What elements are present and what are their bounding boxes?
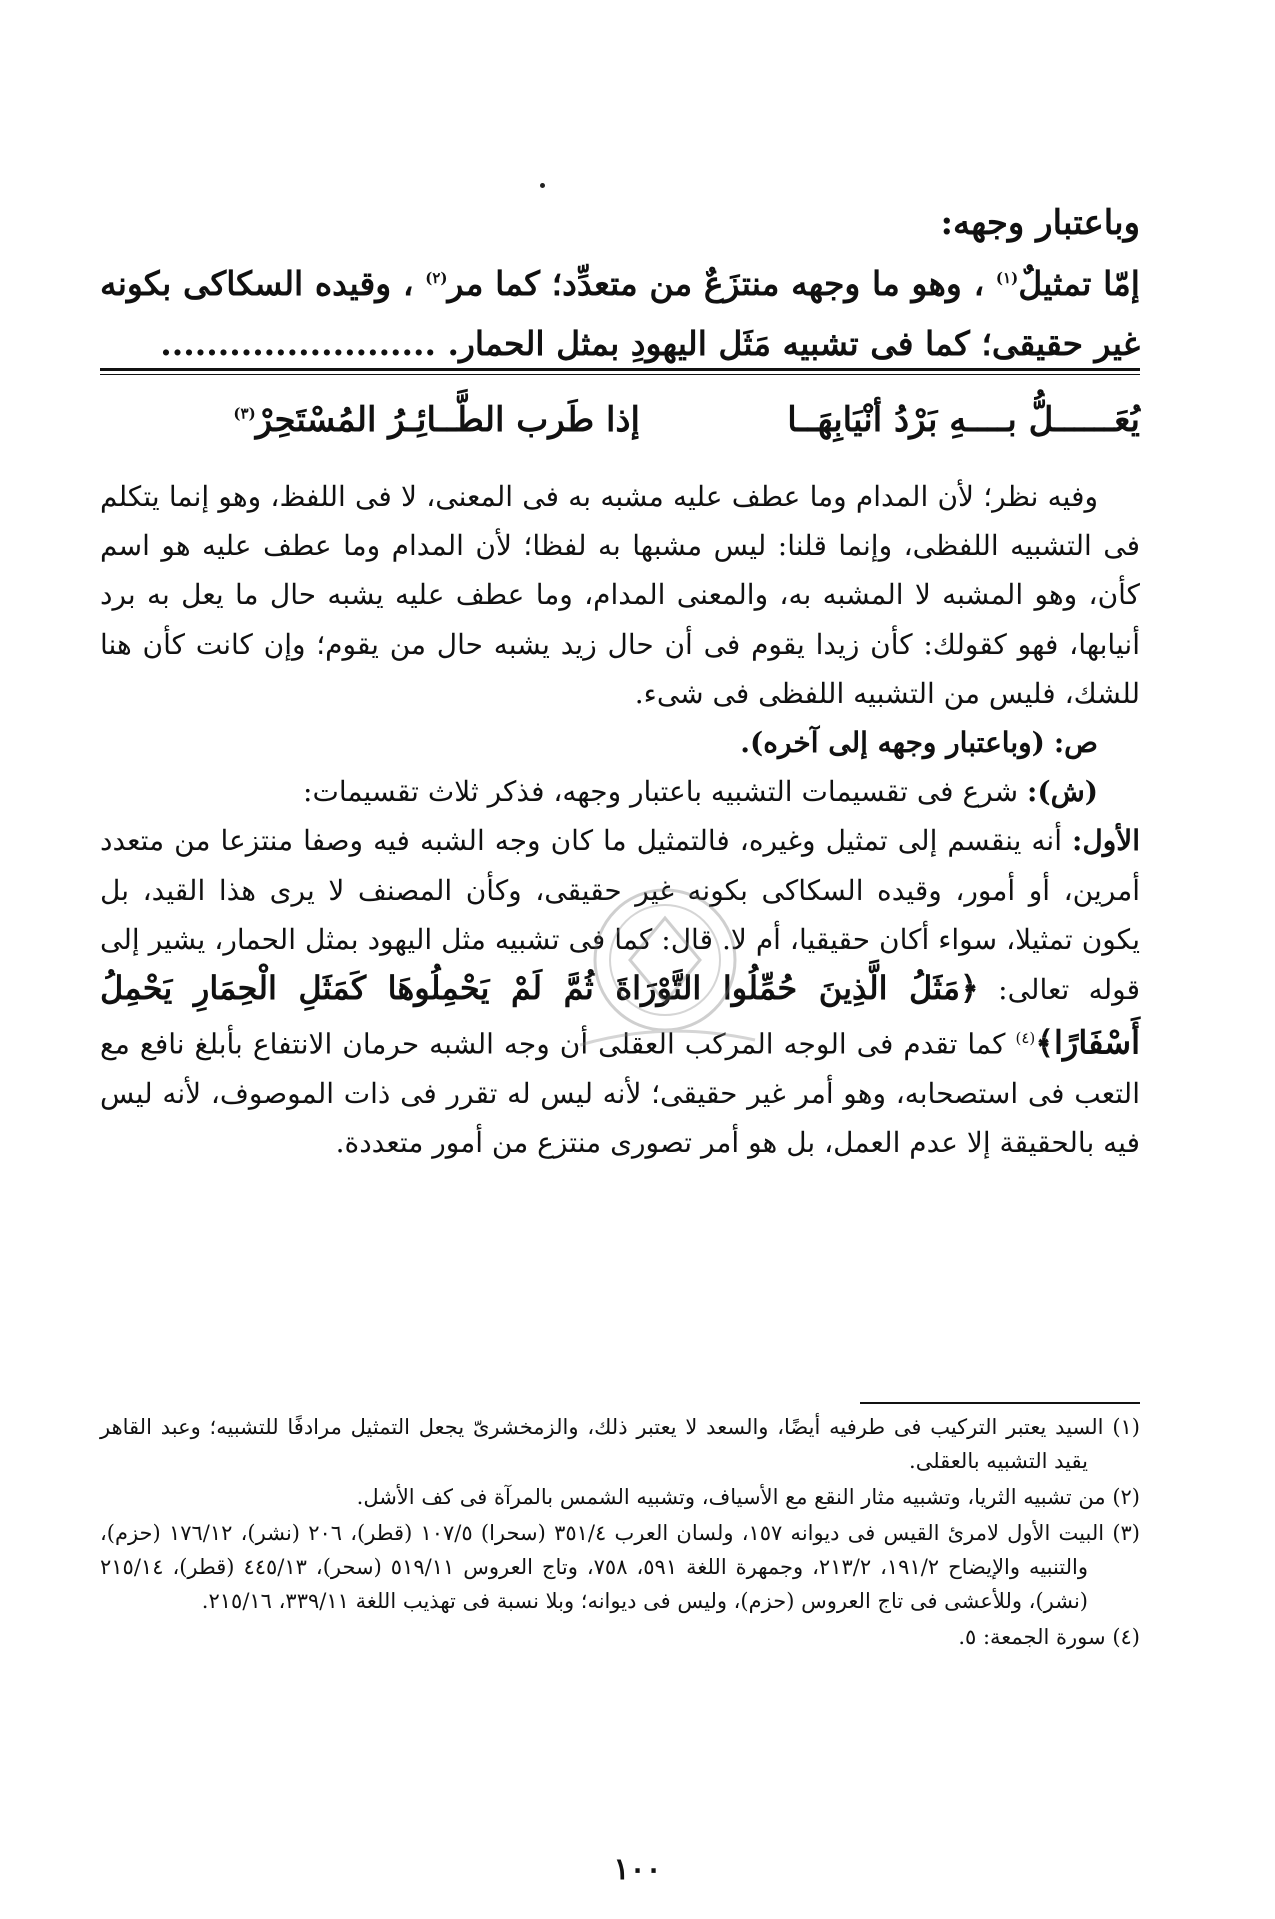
footnote-1 <box>100 1410 1140 1478</box>
commentary-paragraph-4-a: أنه ينقسم إلى تمثيل وغيره، فالتمثيل ما كان وجه الشبه فيه وصفا منتزعا من متعدد أمرين، أو أمور، وقيده السكاكى بكونه غير حقيقى، وكأن المصنف لا يرى هذا القيد، بل يكون تمثيلا، سواء أكان حقيقيا، أم لا. قال: كما فى تشبيه مثل اليهود بمثل الحمار، يشير إلى قوله تعالى: <box>100 824 1140 1007</box>
ink-speck <box>540 183 545 188</box>
footnote-4 <box>100 1620 1140 1654</box>
verse-hemistich-1: يُعَــــــلُّ بــــهِ بَرْدُ أنْيَابِهَــا <box>787 400 1140 440</box>
footnote-number: (١) <box>1112 1415 1140 1439</box>
footnote-text: البيت الأول لامرئ القيس فى ديوانه ١٥٧، ولسان العرب ٣٥١/٤ (سحرا) ١٠٧/٥ (قطر)، ٢٠٦ (نشر)، ١٧٦/١٢ (حزم)، والتنبيه والإيضاح ١٩١/٢، ٢١٣/٢، وجمهرة اللغة ٥٩١، ٧٥٨، وتاج العروس ٥١٩/١١ (سحر)، ٤٤٥/١٣ (قطر)، ٢١٥/١٤ (نشر)، وللأعشى فى تاج العروس (حزم)، وليس فى ديوانه؛ وبلا نسبة فى تهذيب اللغة ٣٣٩/١١، ٢١٥/١٦. <box>100 1521 1105 1613</box>
matn-line1-b: ، وهو ما وجهه منتزَعٌ من متعدِّد؛ كما مر <box>447 264 985 303</box>
footnote-ref-2: (٢) <box>425 269 448 287</box>
footnote-number: (٤) <box>1112 1625 1140 1649</box>
matn-line2: غير حقيقى؛ كما فى تشبيه مَثَل اليهودِ بمثل الحمار. ........................ <box>160 324 1140 363</box>
footnote-text: سورة الجمعة: ٥. <box>958 1625 1106 1649</box>
footnote-number: (٣) <box>1112 1521 1140 1545</box>
footnote-text: السيد يعتبر التركيب فى طرفيه أيضًا، والسعد لا يعتبر ذلك، والزمخشرىّ يجعل التمثيل مرادفًا للتشبيه؛ وعبد القاهر يقيد التشبيه بالعقلى. <box>100 1415 1104 1473</box>
footnote-number: (٢) <box>1112 1485 1140 1509</box>
library-stamp-watermark <box>560 880 770 1070</box>
commentary-paragraph-4-b: كما تقدم فى الوجه المركب العقلى أن وجه الشبه حرمان الانتفاع بأبلغ نافع مع التعب فى استصحابه، وهو أمر غير حقيقى؛ لأنه ليس له تقرر فى ذات الموصوف، لأنه ليس فيه بالحقيقة إلا عدم العمل، بل هو أمر تصورى منتزع من أمور متعددة. <box>100 1027 1140 1159</box>
matn-divider-thick <box>100 368 1140 371</box>
footnote-3 <box>100 1516 1140 1618</box>
matn-line1-c: ، وقيده السكاكى بكونه <box>100 264 414 303</box>
matn-line1-a: إمّا تمثيلٌ <box>1018 264 1140 303</box>
first-division-label: الأول: <box>1072 824 1140 858</box>
footnote-2 <box>100 1480 1140 1514</box>
shin-label: (ش): <box>1026 775 1098 809</box>
commentary-paragraph-1: وفيه نظر؛ لأن المدام وما عطف عليه مشبه به فى المعنى، لا فى اللفظ، وهو إنما يتكلم فى التشبيه اللفظى، وإنما قلنا: ليس مشبها به لفظا؛ لأن المدام وما عطف عليه هو اسم كأن، وهو المشبه لا المشبه به، والمعنى المدام، وما عطف عليه يشبه حال ما يعل به برد أنيابها، فهو كقولك: كأن زيدا يقوم فى أن حال زيد يشبه حال من يقوم؛ وإن كانت كأن هنا للشك، فليس من التشبيه اللفظى فى شىء. <box>100 480 1140 710</box>
footnotes <box>100 1410 1140 1656</box>
sad-label: ص: <box>1053 726 1098 760</box>
footnotes-divider <box>860 1402 1140 1404</box>
commentary-paragraph-3-text: شرع فى تقسيمات التشبيه باعتبار وجهه، فذكر ثلاث تقسيمات: <box>303 775 1019 809</box>
matn-text <box>100 248 1140 374</box>
commentary-paragraph-3 <box>100 767 1140 816</box>
footnote-ref-1: (١) <box>995 269 1019 287</box>
quran-verse: ﴿مَثَلُ الَّذِينَ حُمِّلُوا التَّوْرَاةَ ثُمَّ لَمْ يَحْمِلُوهَا كَمَثَلِ الْحِمَارِ يَحْمِلُ أَسْفَارًا﴾ <box>100 969 1140 1062</box>
poetry-verse <box>100 392 1140 452</box>
matn-heading: وباعتبار وجهه: <box>940 203 1140 243</box>
footnote-ref-4: (٤) <box>1015 1029 1036 1048</box>
verse-hemistich-2-text: إذا طَرب الطَّــائِـرُ المُسْتَحِرْ <box>255 400 640 440</box>
commentary-paragraph-2 <box>100 718 1140 767</box>
footnote-ref-3: (٣) <box>233 404 256 423</box>
footnote-text: من تشبيه الثريا، وتشبيه مثار النقع مع الأسياف، وتشبيه الشمس بالمرآة فى كف الأشل. <box>356 1485 1106 1509</box>
matn-divider-thin <box>100 374 1140 375</box>
matn-quote: (وباعتبار وجهه إلى آخره). <box>740 726 1045 760</box>
page-number: ١٠٠ <box>613 1852 662 1887</box>
verse-hemistich-2 <box>233 400 640 440</box>
